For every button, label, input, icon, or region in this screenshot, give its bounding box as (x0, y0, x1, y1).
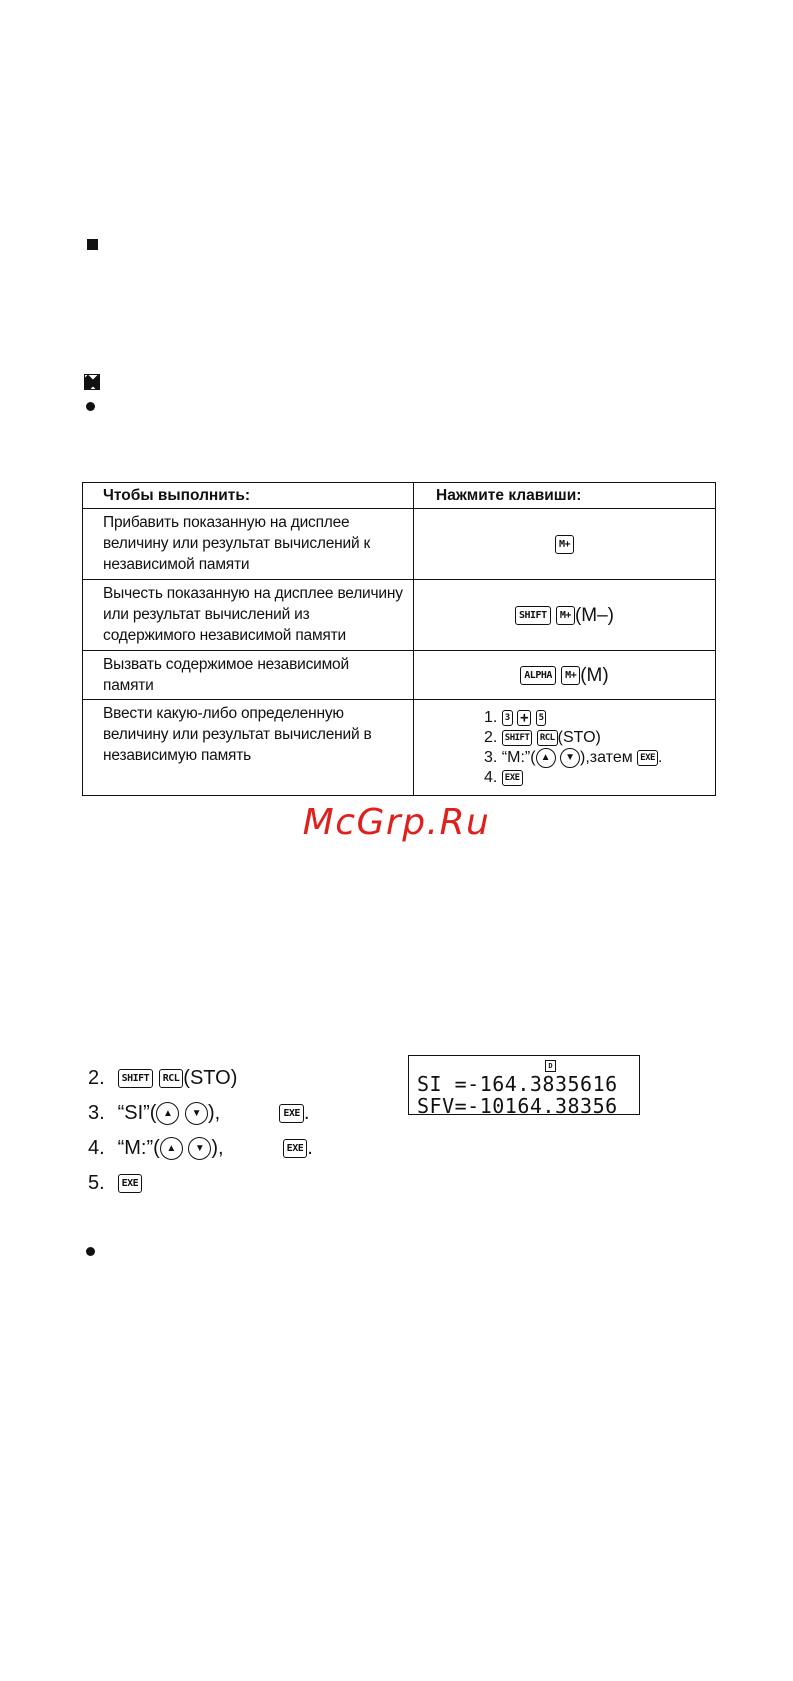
diamond-marker-icon (84, 374, 100, 390)
row-keys (414, 580, 716, 651)
rcl-key: RCL (537, 730, 558, 746)
step-line (484, 728, 715, 748)
memory-keys-table (82, 482, 716, 796)
exe-key: EXE (637, 750, 658, 766)
digit-5-key: 5 (536, 710, 547, 726)
step-number: 4. (88, 1137, 105, 1159)
table-header-row (83, 483, 716, 509)
step-number: 4. (484, 769, 498, 787)
up-arrow-icon: ▲ (156, 1102, 179, 1125)
step-number: 5. (88, 1172, 105, 1194)
display-line-1: SI =-164.3835616 (417, 1072, 618, 1096)
step-number: 3. (88, 1102, 105, 1124)
key-suffix: (STO) (183, 1067, 238, 1089)
exe-key: EXE (118, 1174, 143, 1193)
row-action: Прибавить показанную на дисплее величину или результат вычислений к независимой памяти (83, 509, 414, 580)
exe-key: EXE (502, 770, 523, 786)
step-line (484, 708, 715, 728)
square-bullet-icon (87, 239, 98, 250)
key-suffix: (M–) (574, 604, 614, 626)
step-text: ),затем (580, 749, 633, 767)
row-action: Вычесть показанную на дисплее величину или результат вычислений из содержимого независимой памяти (83, 580, 414, 651)
key-suffix: (STO) (557, 729, 601, 746)
bullet-dot-icon (86, 402, 95, 411)
digit-3-key: 3 (502, 710, 513, 726)
m-plus-key: M+ (561, 666, 580, 685)
period: . (657, 749, 663, 767)
calculator-display (408, 1055, 640, 1118)
step-text: “M:”( (501, 749, 536, 767)
table-row (83, 651, 716, 700)
exe-key: EXE (279, 1104, 304, 1123)
step-number: 3. (484, 749, 498, 767)
watermark-logo: McGrp.Ru (302, 802, 491, 843)
step-4 (88, 1135, 313, 1161)
row-steps (414, 700, 716, 796)
step-text: “SI”( (117, 1102, 157, 1124)
step-text: ), (208, 1102, 221, 1124)
alpha-key: ALPHA (520, 666, 556, 685)
step-3 (88, 1100, 309, 1126)
step-5 (88, 1170, 142, 1196)
down-arrow-icon: ▼ (185, 1102, 208, 1125)
key-suffix: (M) (580, 664, 609, 686)
step-number: 1. (484, 709, 498, 726)
step-line (484, 768, 715, 788)
table-row (83, 509, 716, 580)
exe-key: EXE (283, 1139, 308, 1158)
step-text: “M:”( (117, 1137, 160, 1159)
up-arrow-icon: ▲ (536, 748, 556, 768)
header-action: Чтобы выполнить: (83, 483, 414, 509)
bullet-dot-icon (86, 1247, 95, 1256)
step-number: 2. (484, 729, 498, 746)
shift-key: SHIFT (118, 1069, 154, 1088)
step-number: 2. (88, 1067, 105, 1089)
m-plus-key: M+ (555, 535, 574, 554)
row-action: Ввести какую-либо определенную величину или результат вычислений в независимую память (83, 700, 414, 796)
period: . (307, 1137, 313, 1159)
row-action: Вызвать содержимое независимой памяти (83, 651, 414, 700)
row-keys (414, 509, 716, 580)
step-text: ), (211, 1137, 224, 1159)
row-keys (414, 651, 716, 700)
plus-key: + (517, 710, 531, 726)
shift-key: SHIFT (515, 606, 551, 625)
shift-key: SHIFT (502, 730, 533, 746)
down-arrow-icon: ▼ (560, 748, 580, 768)
table-row (83, 580, 716, 651)
m-plus-key: M+ (556, 606, 575, 625)
down-arrow-icon: ▼ (188, 1137, 211, 1160)
display-line-2: SFV=-10164.38356 (417, 1094, 618, 1118)
rcl-key: RCL (159, 1069, 184, 1088)
degree-indicator: D (545, 1060, 556, 1072)
period: . (303, 1102, 310, 1124)
header-keys: Нажмите клавиши: (414, 483, 716, 509)
table-row (83, 700, 716, 796)
up-arrow-icon: ▲ (160, 1137, 183, 1160)
step-2 (88, 1065, 237, 1091)
step-line (484, 748, 715, 768)
